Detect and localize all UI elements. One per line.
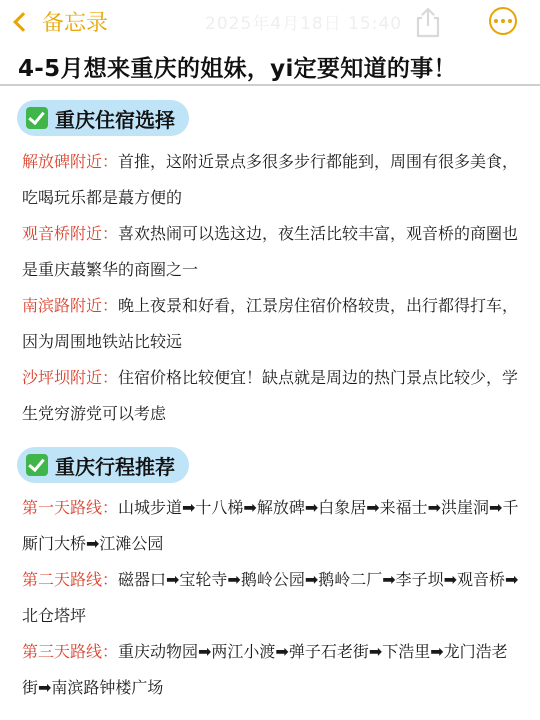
item-text: 山城步道➡十八梯➡解放碑➡白象居➡来福士➡洪崖洞➡千厮门大桥➡江滩公园 xyxy=(22,498,519,553)
item-label: 第三天路线： xyxy=(22,642,119,661)
list-item xyxy=(22,360,522,432)
item-text: 首推，这附近景点多很多步行都能到，周围有很多美食，吃喝玩乐都是蕞方便的 xyxy=(22,152,519,207)
itinerary-list xyxy=(22,490,522,706)
item-label: 第二天路线： xyxy=(22,570,119,589)
section-header-itinerary xyxy=(17,447,189,483)
item-label: 沙坪坝附近： xyxy=(22,368,119,387)
item-label: 解放碑附近： xyxy=(22,152,119,171)
list-item xyxy=(22,490,522,562)
note-date: 2025年4月18日 15:40 xyxy=(205,14,403,34)
list-item xyxy=(22,288,522,360)
list-item xyxy=(22,634,522,706)
lodging-list xyxy=(22,144,522,432)
list-item xyxy=(22,144,522,216)
share-icon[interactable] xyxy=(413,6,443,38)
more-icon[interactable] xyxy=(489,7,517,35)
top-bar xyxy=(0,0,540,44)
item-label: 观音桥附近： xyxy=(22,224,119,243)
list-item xyxy=(22,562,522,634)
item-label: 南滨路附近： xyxy=(22,296,119,315)
chevron-left-icon xyxy=(13,12,33,32)
back-button[interactable] xyxy=(8,6,108,37)
checkmark-icon xyxy=(26,107,48,129)
note-title: 4-5月想来重庆的姐妹，yi定要知道的事！ xyxy=(18,56,457,82)
section-heading: 重庆住宿选择 xyxy=(55,107,175,132)
item-text: 磁器口➡宝轮寺➡鹅岭公园➡鹅岭二厂➡李子坝➡观音桥➡北仓塔坪 xyxy=(22,570,519,625)
item-label: 第一天路线： xyxy=(22,498,119,517)
item-text: 喜欢热闹可以选这边，夜生活比较丰富，观音桥的商圈也是重庆蕞繁华的商圈之一 xyxy=(22,224,519,279)
list-item xyxy=(22,216,522,288)
section-heading: 重庆行程推荐 xyxy=(55,454,175,479)
item-text: 重庆动物园➡两江小渡➡弹子石老街➡下浩里➡龙门浩老街➡南滨路钟楼广场 xyxy=(22,642,508,697)
title-divider xyxy=(0,84,540,86)
section-header-lodging xyxy=(17,100,189,136)
item-text: 晚上夜景和好看，江景房住宿价格较贵，出行都得打车，因为周围地铁站比较远 xyxy=(22,296,519,351)
back-label: 备忘录 xyxy=(42,11,109,36)
item-text: 住宿价格比较便宜！缺点就是周边的热门景点比较少，学生党穷游党可以考虑 xyxy=(22,368,519,423)
checkmark-icon xyxy=(26,454,48,476)
